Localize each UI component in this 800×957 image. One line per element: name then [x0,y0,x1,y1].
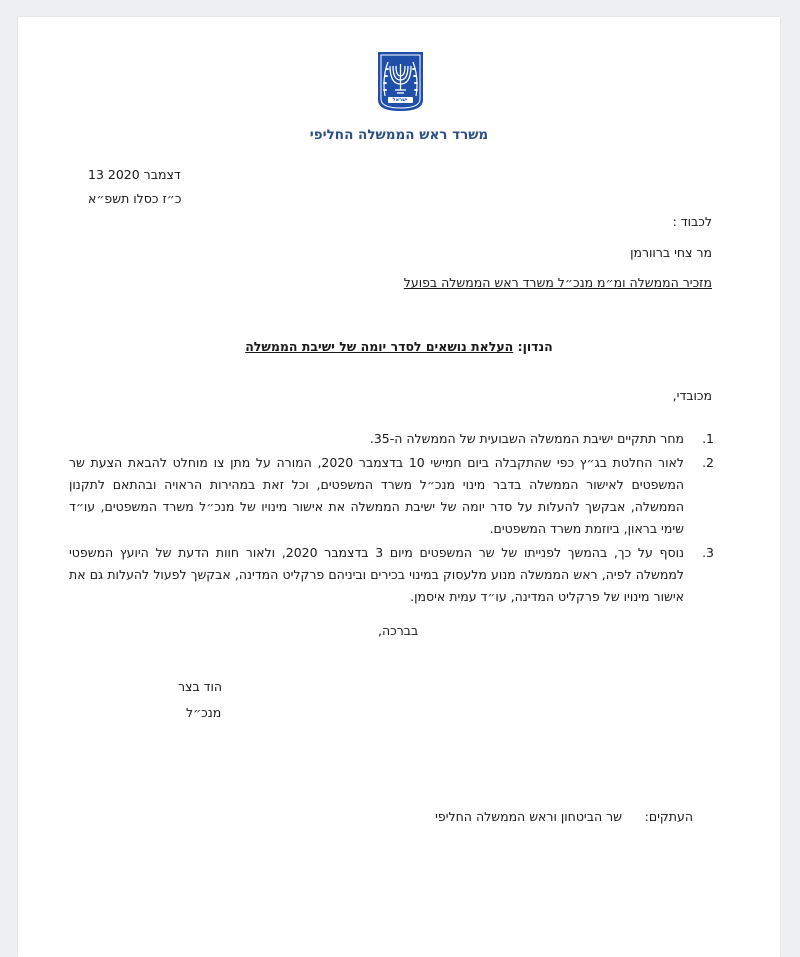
item-number: 2. [702,455,714,470]
recipient-title: מזכיר הממשלה ומ״מ מנכ״ל משרד ראש הממשלה בפועל [403,275,712,290]
item-text: לאור החלטת בג״ץ כפי שהתקבלה ביום חמישי 10 בדצמבר 2020, המורה על מתן צו מוחלט להבאת הצעת שר המשפטים לאישור הממשלה בדבר מינוי מנכ״ל משרד המשפטים, וכל זאת במהירות הראויה ובהתאם לתקנון הממשלה, אבקשך להעלות על סדר יומה של ישיבת הממשלה את אישור מינויו של מנכ״ל משרד המשפטים, עו״ד שימי בראון, ביוזמת משרד המשפטים. [69,455,684,536]
subject-line [18,339,780,354]
recipient-name: מר צחי ברוורמן [630,245,712,260]
greeting: מכובדי, [672,388,712,403]
list-item [69,452,714,540]
item-number: 1. [702,431,714,446]
signer-role: מנכ״ל [186,705,222,720]
closing-blessing: בברכה, [378,623,419,638]
gregorian-date: 13 דצמבר 2020 [88,167,181,182]
cc-value: שר הביטחון וראש הממשלה החליפי [435,809,622,824]
cc-label: העתקים: [644,809,693,824]
item-text: מחר תתקיים ישיבת הממשלה השבועית של הממשלה ה-35. [369,431,684,446]
item-text: נוסף על כך, בהמשך לפנייתו של שר המשפטים מיום 3 בדצמבר 2020, ולאור חוות הדעת של היועץ המשפטי לממשלה לפיה, ראש הממשלה מנוע מלעסוק במינוי בכירים וביניהם פרקליט המדינה, אבקשך לפעול להעלות גם את אישור מינויו של פרקליט המדינה, עו״ד עמית איסמן. [69,545,685,604]
recipient-label: לכבוד : [672,214,712,229]
list-item [69,428,714,450]
state-emblem-icon [376,50,425,113]
emblem-label: ישראל [392,97,408,103]
subject-text: העלאת נושאים לסדר יומה של ישיבת הממשלה [245,339,514,354]
item-number: 3. [702,545,714,560]
ministry-title: משרד ראש הממשלה החליפי [309,127,489,143]
subject-prefix: הנדון: [517,339,553,354]
items-list [69,428,714,610]
hebrew-date: כ״ז כסלו תשפ״א [88,191,182,206]
signer-name: הוד בצר [178,679,223,694]
document-page [18,17,780,957]
list-item [69,542,714,608]
